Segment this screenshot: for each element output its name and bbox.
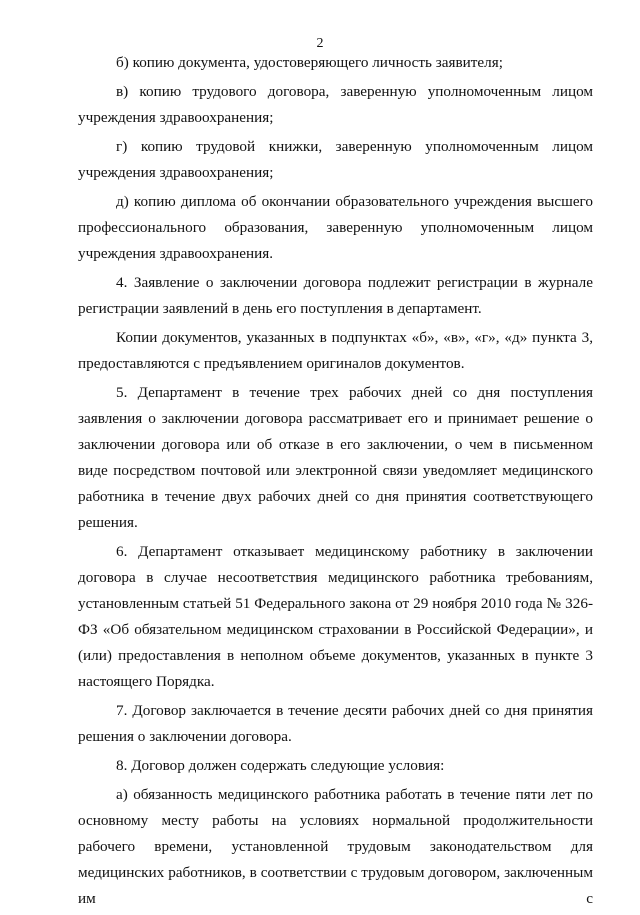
paragraph-item-b: б) копию документа, удостоверяющего личность заявителя; — [116, 54, 503, 71]
paragraph-clause-7: 7. Договор заключается в течение десяти рабочих дней со дня принятия решения о заключении договора. — [78, 702, 593, 745]
document-body — [78, 50, 593, 915]
paragraph-item-a: а) обязанность медицинского работника работать в течение пяти лет по основному месту работы на условиях нормальной продолжительности рабочего времени, установленной трудовым законодательством для медицинских работников, в соответствии с трудовым договором, заключенным им с — [78, 786, 593, 907]
paragraph-clause-8: 8. Договор должен содержать следующие условия: — [116, 757, 445, 774]
page-number: 2 — [316, 36, 324, 51]
paragraph-item-d: д) копию диплома об окончании образовательного учреждения высшего профессионального образования, заверенную уполномоченным лицом учреждения здравоохранения. — [78, 193, 593, 262]
paragraph-item-v: в) копию трудового договора, заверенную уполномоченным лицом учреждения здравоохранения; — [78, 83, 593, 126]
paragraph-clause-4: 4. Заявление о заключении договора подлежит регистрации в журнале регистрации заявлений в день его поступления в департамент. — [78, 274, 593, 317]
paragraph-item-g: г) копию трудовой книжки, заверенную уполномоченным лицом учреждения здравоохранения; — [78, 138, 593, 181]
paragraph-clause-6: 6. Департамент отказывает медицинскому работнику в заключении договора в случае несоответствия медицинского работника требованиям, установленным статьей 51 Федерального закона от 29 ноября 2010 года № 326-ФЗ «Об обязательном медицинском страховании в Российской Федерации», и (или) предоставления в неполном объеме документов, указанных в пункте 3 настоящего Порядка. — [78, 543, 593, 690]
paragraph-clause-5: 5. Департамент в течение трех рабочих дней со дня поступления заявления о заключении договора рассматривает его и принимает решение о заключении договора или об отказе в его заключении, о чем в письменном виде посредством почтовой или электронной связи уведомляет медицинского работника в течение двух рабочих дней со дня принятия соответствующего решения. — [78, 384, 593, 531]
paragraph-copies-note: Копии документов, указанных в подпунктах «б», «в», «г», «д» пункта 3, предоставляются с предъявлением оригиналов документов. — [78, 329, 593, 372]
